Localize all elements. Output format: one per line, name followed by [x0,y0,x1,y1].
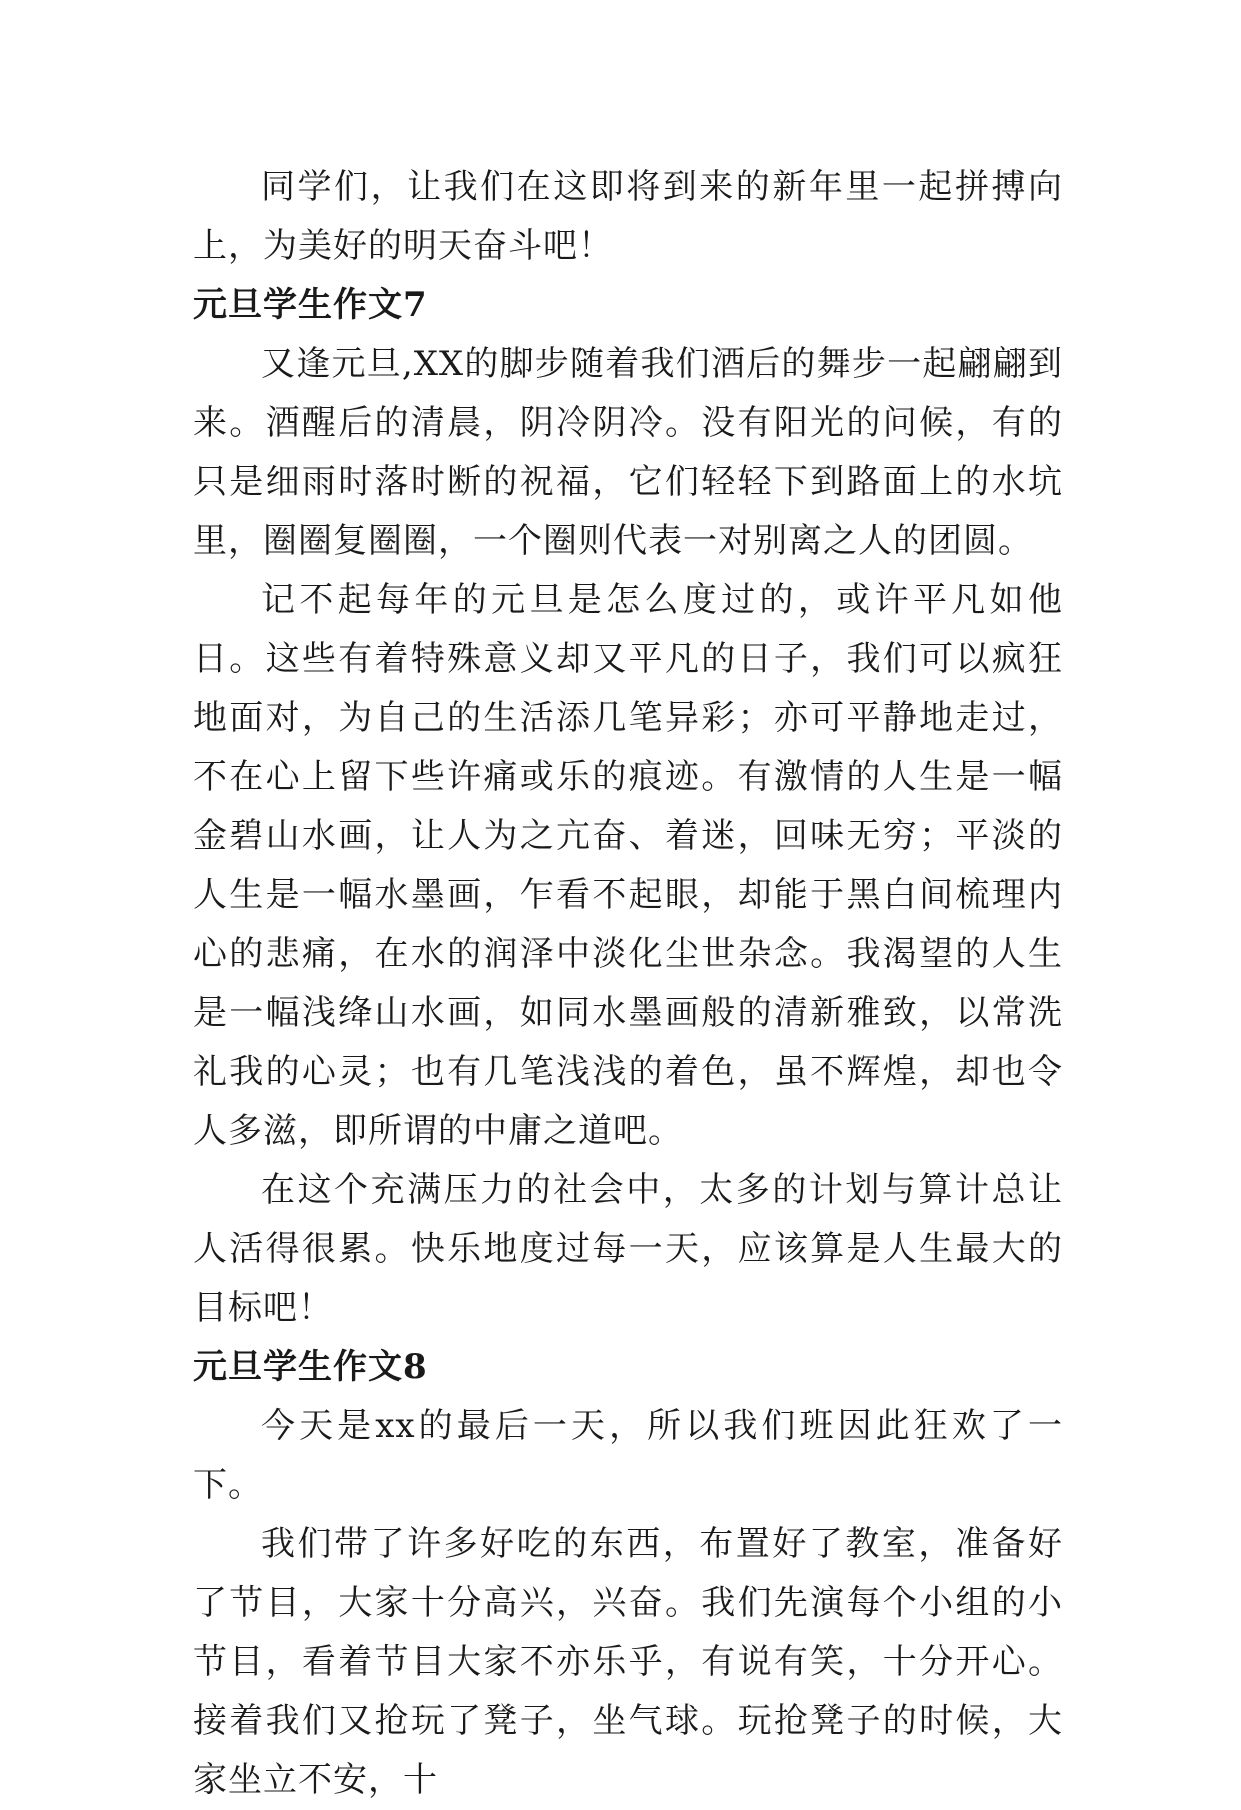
paragraph-essay7-1: 又逢元旦,XX的脚步随着我们酒后的舞步一起翩翩到来。酒醒后的清晨，阴冷阴冷。没有阳光的问候，有的只是细雨时落时断的祝福，它们轻轻下到路面上的水坑里，圈圈复圈圈，一个圈则代表一对别离之人的团圆。 [193,344,1063,561]
essay-heading-8: 元旦学生作文8 [193,1347,428,1387]
paragraph-essay8-2: 我们带了许多好吃的东西，布置好了教室，准备好了节目，大家十分高兴，兴奋。我们先演每个小组的小节目，看着节目大家不亦乐乎，有说有笑，十分开心。 接着我们又抢玩了凳子，坐气球。玩抢凳子的时候，大家坐立不安，十 [193,1524,1063,1800]
paragraph-essay7-3: 在这个充满压力的社会中，太多的计划与算计总让人活得很累。快乐地度过每一天，应该算是人生最大的目标吧！ [193,1170,1063,1328]
paragraph-conclusion-6: 同学们，让我们在这即将到来的新年里一起拼搏向上，为美好的明天奋斗吧！ [193,167,1063,266]
document-page [193,158,1063,1810]
paragraph-essay8-1: 今天是xx的最后一天，所以我们班因此狂欢了一下。 [193,1406,1063,1505]
paragraph-essay7-2: 记不起每年的元旦是怎么度过的，或许平凡如他日。这些有着特殊意义却又平凡的日子，我们可以疯狂地面对，为自己的生活添几笔异彩；亦可平静地走过，不在心上留下些许痛或乐的痕迹。有激情的人生是一幅金碧山水画，让人为之亢奋、着迷，回味无穷；平淡的人生是一幅水墨画，乍看不起眼，却能于黑白间梳理内心的悲痛，在水的润泽中淡化尘世杂念。我渴望的人生是一幅浅绛山水画，如同水墨画般的清新雅致，以常洗礼我的心灵；也有几笔浅浅的着色，虽不辉煌，却也令人多滋，即所谓的中庸之道吧。 [193,580,1063,1151]
essay-heading-7: 元旦学生作文7 [193,285,428,325]
